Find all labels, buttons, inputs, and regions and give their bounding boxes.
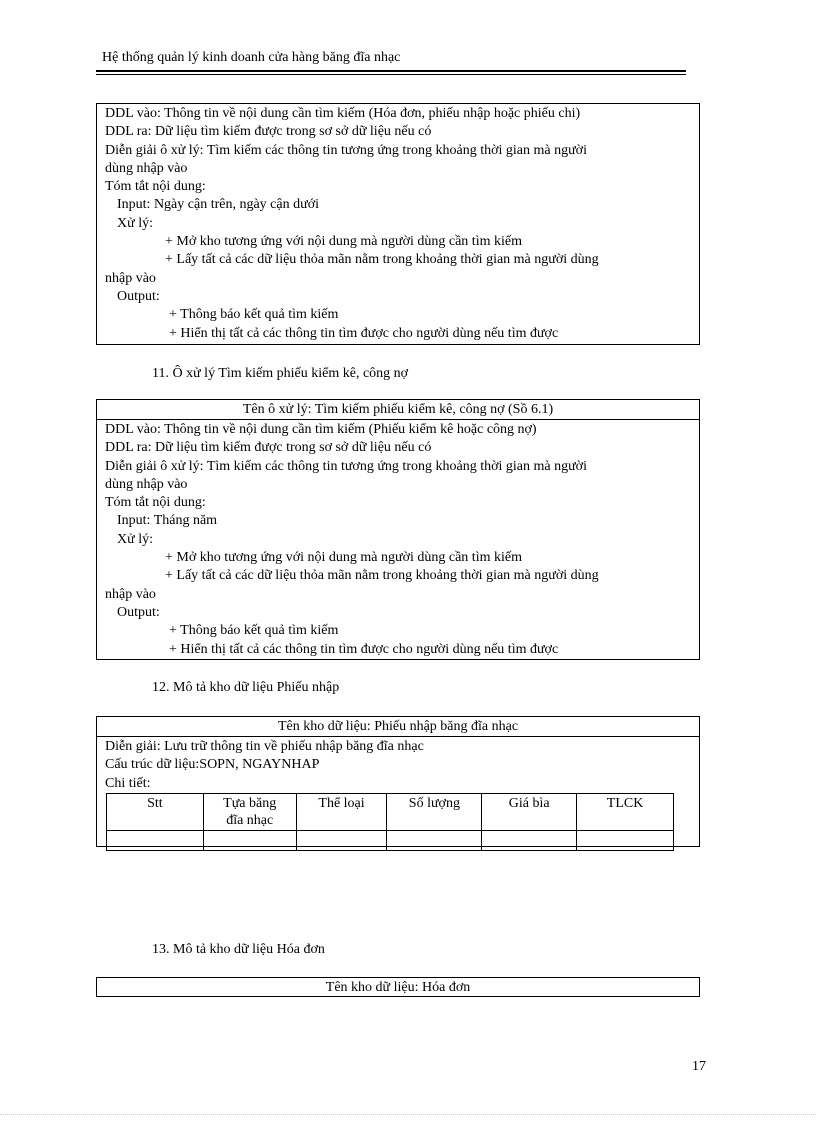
details-label: Chi tiết: bbox=[105, 775, 151, 791]
header-rule bbox=[96, 70, 686, 72]
column-header-title bbox=[203, 793, 296, 830]
data-store-box-purchase bbox=[96, 716, 700, 847]
processing-step-1: + Mở kho tương ứng với nội dung mà người dùng cần tìm kiếm bbox=[165, 234, 522, 250]
detail-table bbox=[106, 793, 674, 851]
summary-label: Tóm tắt nội dung: bbox=[105, 495, 206, 511]
table-cell bbox=[203, 830, 296, 850]
table-cell bbox=[482, 830, 577, 850]
input-line: Input: Tháng năm bbox=[117, 513, 218, 529]
box-header: Tên ô xử lý: Tìm kiếm phiếu kiểm kê, công nợ (Sồ 6.1) bbox=[97, 400, 699, 420]
column-header-title-line1: Tựa băng bbox=[223, 795, 277, 811]
summary-label: Tóm tắt nội dung: bbox=[105, 179, 206, 195]
column-header-title-line2: đĩa nhạc bbox=[226, 812, 274, 828]
header-rule-thin bbox=[96, 74, 686, 75]
processing-step-2-cont: nhập vào bbox=[105, 270, 156, 286]
table-cell bbox=[387, 830, 482, 850]
output-step-2: + Hiển thị tất cả các thông tin tìm được cho người dùng nếu tìm được bbox=[169, 641, 559, 657]
input-dataflow-line: DDL vào: Thông tin về nội dung cần tìm kiếm (Hóa đơn, phiếu nhập hoặc phiếu chi) bbox=[105, 106, 581, 121]
processing-label: Xử lý: bbox=[117, 531, 153, 547]
box-header: Tên kho dữ liệu: Hóa đơn bbox=[325, 980, 471, 995]
process-description-box-search bbox=[96, 103, 700, 345]
table-cell bbox=[296, 830, 387, 850]
data-store-box-invoice bbox=[96, 977, 700, 997]
process-description-box-inventory bbox=[96, 399, 700, 660]
processing-step-2-cont: nhập vào bbox=[105, 586, 156, 602]
output-label: Output: bbox=[117, 288, 160, 304]
output-dataflow-line: DDL ra: Dữ liệu tìm kiếm được trong sơ sở dữ liệu nếu có bbox=[105, 440, 432, 456]
column-header-discount: TLCK bbox=[577, 793, 674, 830]
table-cell bbox=[577, 830, 674, 850]
table-header-row bbox=[107, 793, 674, 830]
column-header-stt: Stt bbox=[107, 793, 204, 830]
store-structure-line: Cấu trúc dữ liệu:SOPN, NGAYNHAP bbox=[105, 757, 320, 773]
output-step-1: + Thông báo kết quả tìm kiếm bbox=[169, 307, 339, 323]
process-explanation-line: Diễn giải ô xử lý: Tìm kiếm các thông tin tương ứng trong khoảng thời gian mà người bbox=[105, 142, 587, 158]
box-header: Tên kho dữ liệu: Phiếu nhập băng đĩa nhạc bbox=[97, 717, 699, 737]
processing-step-2: + Lấy tất cả các dữ liệu thỏa mãn nằm trong khoảng thời gian mà người dùng bbox=[165, 568, 599, 584]
process-explanation-cont: dùng nhập vào bbox=[105, 160, 188, 176]
processing-label: Xử lý: bbox=[117, 215, 153, 231]
column-header-price: Giá bìa bbox=[482, 793, 577, 830]
process-explanation-cont: dùng nhập vào bbox=[105, 476, 188, 492]
section-heading-12: 12. Mô tả kho dữ liệu Phiếu nhập bbox=[152, 680, 340, 695]
section-heading-13: 13. Mô tả kho dữ liệu Hóa đơn bbox=[152, 942, 325, 957]
input-line: Input: Ngày cận trên, ngày cận dưới bbox=[117, 197, 319, 213]
output-step-1: + Thông báo kết quả tìm kiếm bbox=[169, 623, 339, 639]
processing-step-1: + Mở kho tương ứng với nội dung mà người dùng cần tìm kiếm bbox=[165, 550, 522, 566]
processing-step-2: + Lấy tất cả các dữ liệu thỏa mãn nằm trong khoảng thời gian mà người dùng bbox=[165, 252, 599, 268]
page-number: 17 bbox=[692, 1059, 706, 1074]
output-dataflow-line: DDL ra: Dữ liệu tìm kiếm được trong sơ sở dữ liệu nếu có bbox=[105, 124, 432, 140]
table-cell bbox=[107, 830, 204, 850]
table-row bbox=[107, 830, 674, 850]
output-step-2: + Hiển thị tất cả các thông tin tìm được cho người dùng nếu tìm được bbox=[169, 325, 559, 341]
column-header-genre: Thể loại bbox=[296, 793, 387, 830]
output-label: Output: bbox=[117, 604, 160, 620]
column-header-quantity: Số lượng bbox=[387, 793, 482, 830]
input-dataflow-line: DDL vào: Thông tin về nội dung cần tìm kiếm (Phiếu kiểm kê hoặc công nợ) bbox=[105, 422, 537, 437]
section-heading-11: 11. Ô xử lý Tìm kiếm phiếu kiểm kê, công nợ bbox=[152, 366, 409, 381]
store-description-line: Diễn giải: Lưu trữ thông tin về phiếu nhập băng đĩa nhạc bbox=[105, 739, 424, 754]
process-explanation-line: Diễn giải ô xử lý: Tìm kiếm các thông tin tương ứng trong khoảng thời gian mà người bbox=[105, 458, 587, 474]
page-bottom-edge bbox=[0, 1114, 816, 1115]
document-header-title: Hệ thống quản lý kinh doanh cửa hàng băng đĩa nhạc bbox=[102, 50, 401, 65]
